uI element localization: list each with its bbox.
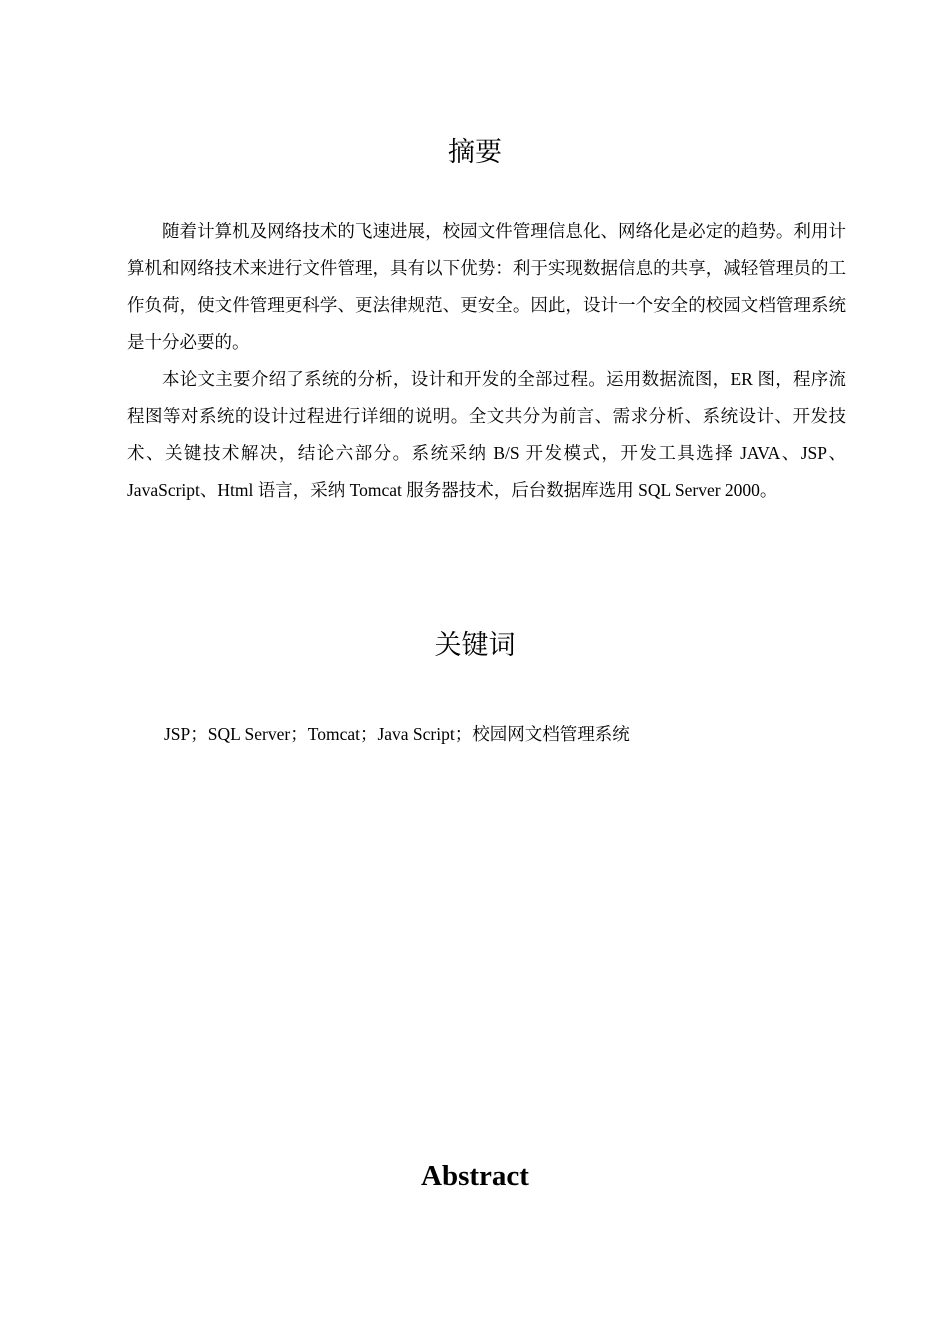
abstract-en-title: Abstract	[421, 1160, 529, 1192]
keywords-title: 关键词	[434, 630, 516, 661]
abstract-paragraph-2: 本论文主要介绍了系统的分析，设计和开发的全部过程。运用数据流图，ER 图，程序流程图等对系统的设计过程进行详细的说明。全文共分为前言、需求分析、系统设计、开发技术、关键技术解决，结论六部分。系统采纳 B/S 开发模式，开发工具选择 JAVA、JSP、JavaScript、Html 语言，采纳 Tomcat 服务器技术，后台数据库选用 SQL Server 2000。	[127, 369, 846, 500]
keywords-text: JSP；SQL Server；Tomcat；Java Script；校园网文档管理系统	[164, 724, 630, 744]
abstract-body	[127, 213, 846, 509]
abstract-paragraph-1: 随着计算机及网络技术的飞速进展，校园文件管理信息化、网络化是必定的趋势。利用计算机和网络技术来进行文件管理，具有以下优势：利于实现数据信息的共享，减轻管理员的工作负荷，使文件管理更科学、更法律规范、更安全。因此，设计一个安全的校园文档管理系统是十分必要的。	[127, 221, 846, 352]
abstract-title: 摘要	[448, 137, 502, 168]
